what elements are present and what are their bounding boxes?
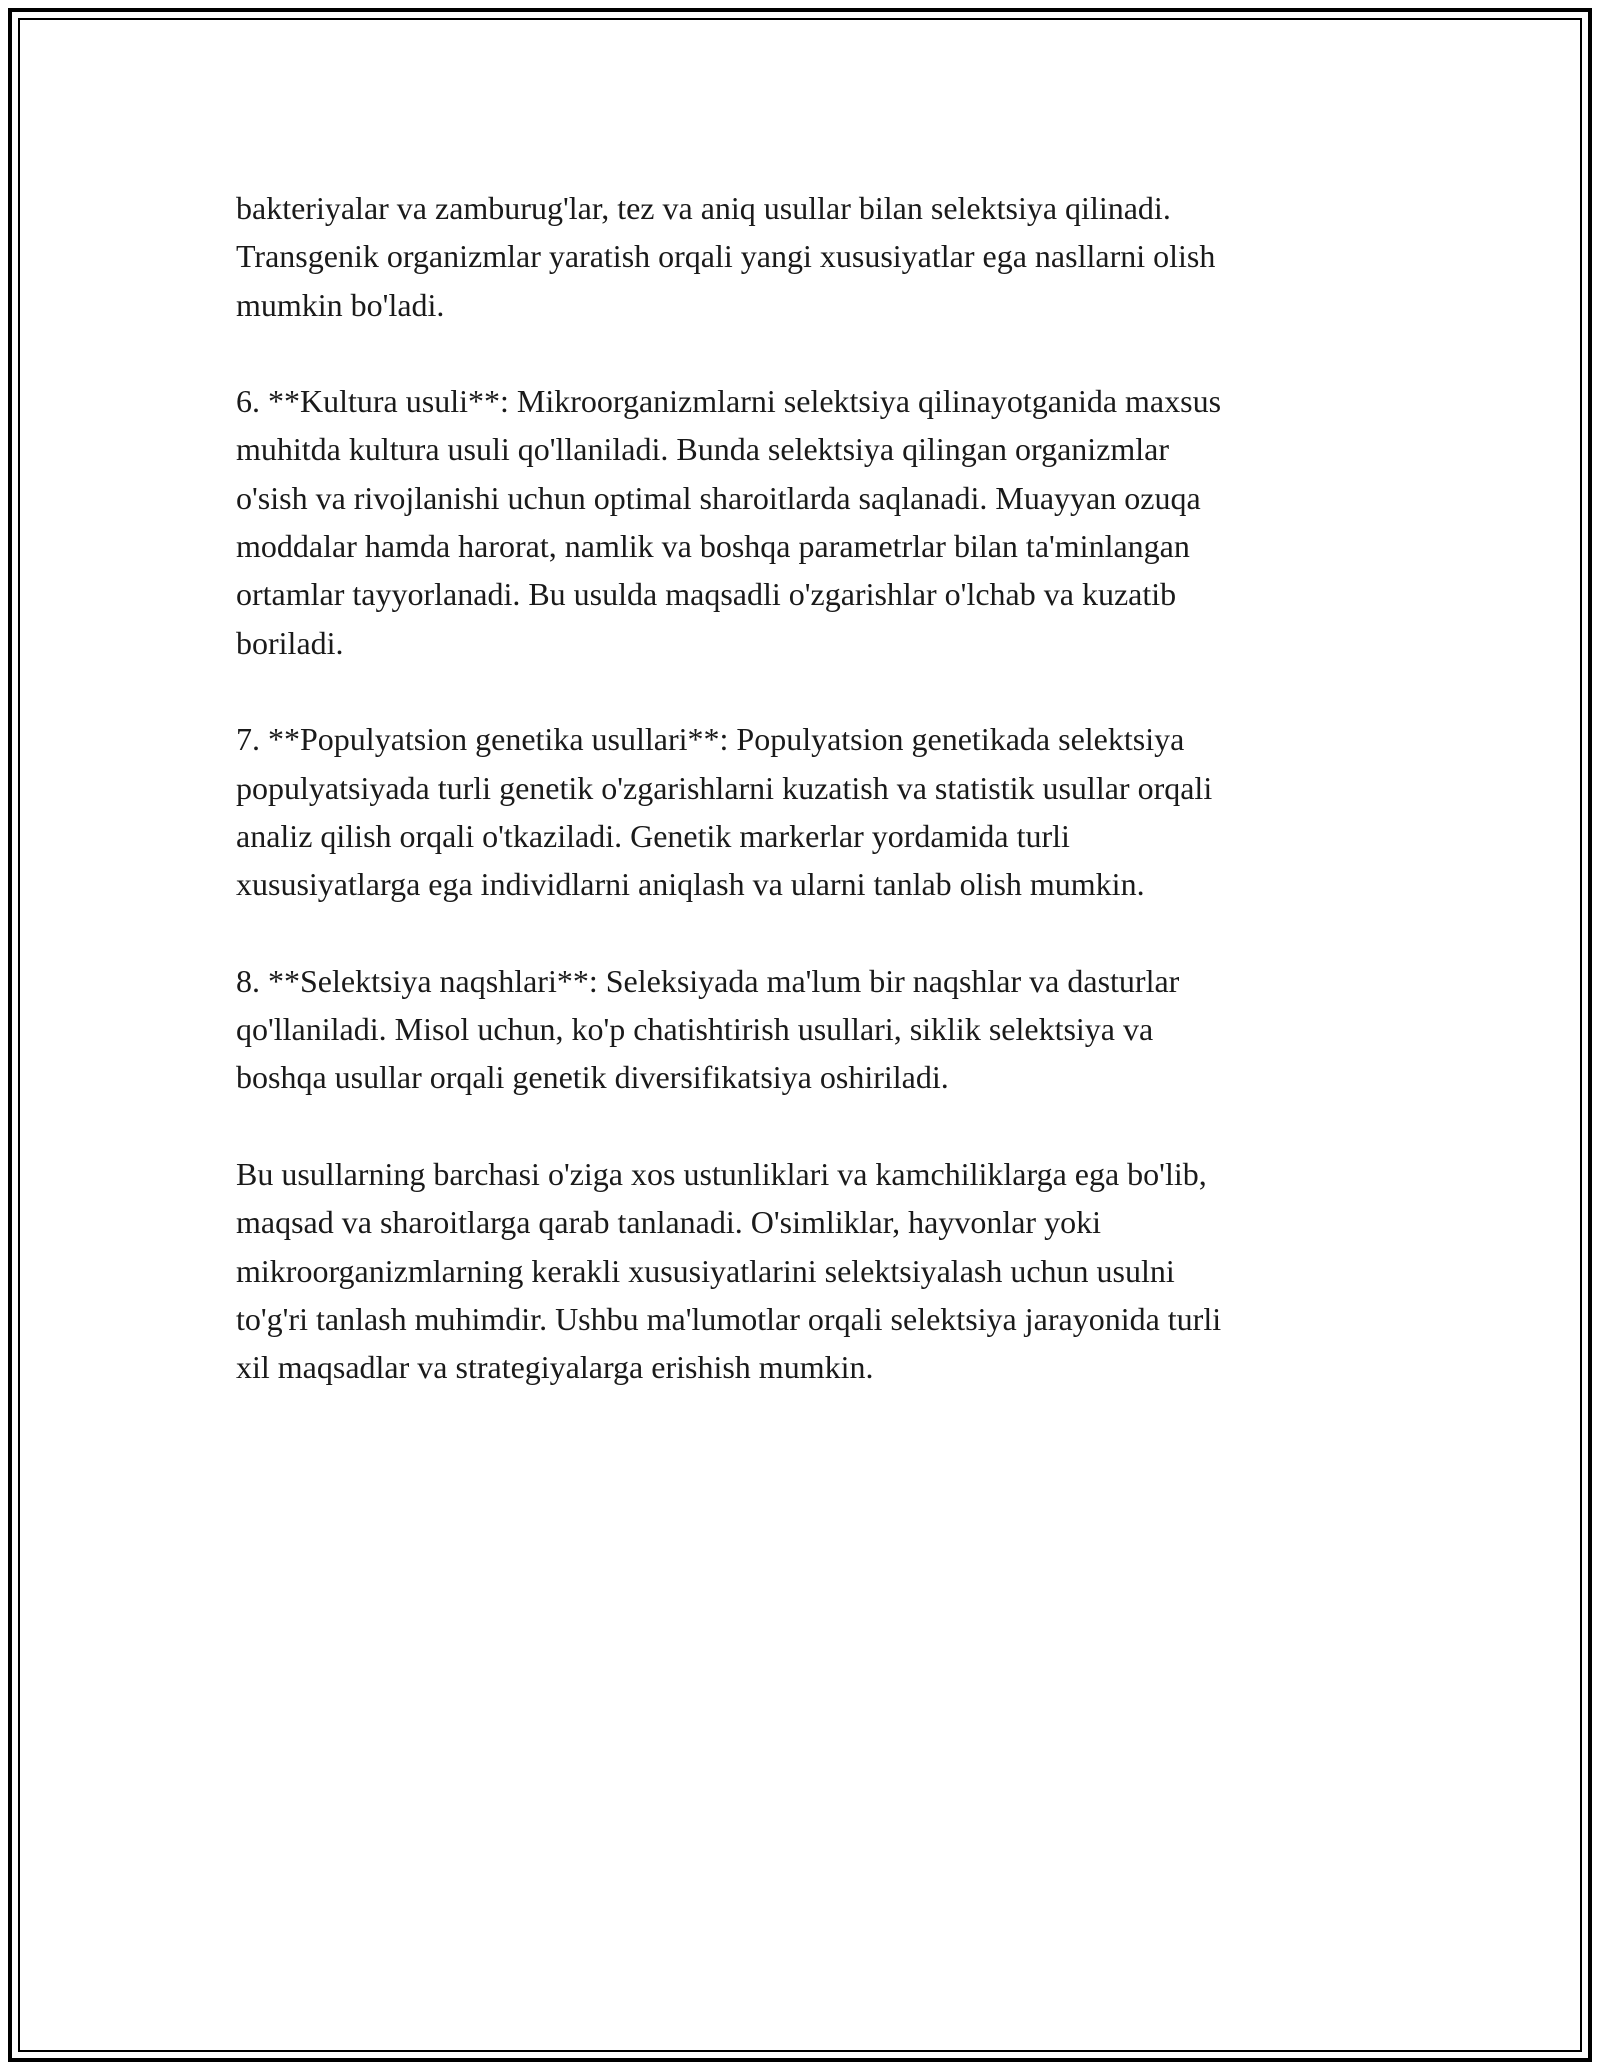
text-line: qo'llaniladi. Misol uchun, ko'p chatishtirish usullari, siklik selektsiya va [236,1011,1154,1048]
paragraph-continuation [236,184,1376,329]
paragraph-conclusion [236,1150,1376,1391]
paragraph-kultura-usuli [236,377,1376,667]
text-line: bakteriyalar va zamburug'lar, tez va aniq usullar bilan selektsiya qilinadi. [236,190,1171,226]
text-line: 8. **Selektsiya naqshlari**: Seleksiyada ma'lum bir naqshlar va dasturlar [236,962,1180,999]
text-line: ortamlar tayyorlanadi. Bu usulda maqsadli o'zgarishlar o'lchab va kuzatib [236,576,1177,613]
text-line: 7. **Populyatsion genetika usullari**: Populyatsion genetikada selektsiya [236,721,1185,758]
text-line: moddalar hamda harorat, namlik va boshqa parametrlar bilan ta'minlangan [236,528,1190,565]
text-line: mumkin bo'ladi. [236,286,445,323]
text-line: o'sish va rivojlanishi uchun optimal sharoitlarda saqlanadi. Muayyan ozuqa [236,479,1201,516]
text-line: Transgenik organizmlar yaratish orqali yangi xususiyatlar ega nasllarni olish [236,238,1216,275]
text-line: Bu usullarning barchasi o'ziga xos ustunliklari va kamchiliklarga ega bo'lib, [236,1155,1207,1192]
document-body [236,184,1376,1440]
text-line: muhitda kultura usuli qo'llaniladi. Bunda selektsiya qilingan organizmlar [236,431,1169,468]
text-line: to'g'ri tanlash muhimdir. Ushbu ma'lumotlar orqali selektsiya jarayonida turli [236,1300,1222,1337]
text-line: populyatsiyada turli genetik o'zgarishlarni kuzatish va statistik usullar orqali [236,769,1213,806]
text-line: 6. **Kultura usuli**: Mikroorganizmlarni selektsiya qilinayotganida maxsus [236,383,1222,420]
text-line: xususiyatlarga ega individlarni aniqlash va ularni tanlab olish mumkin. [236,866,1145,903]
text-line: analiz qilish orqali o'tkaziladi. Genetik markerlar yordamida turli [236,817,1070,854]
paragraph-populyatsion-genetika [236,715,1376,908]
text-line: maqsad va sharoitlarga qarab tanlanadi. O'simliklar, hayvonlar yoki [236,1204,1101,1241]
text-line: mikroorganizmlarning kerakli xususiyatlarini selektsiyalash uchun usulni [236,1252,1175,1289]
paragraph-selektsiya-naqshlari [236,957,1376,1102]
text-line: boshqa usullar orqali genetik diversifikatsiya oshiriladi. [236,1059,949,1096]
text-line: xil maqsadlar va strategiyalarga erishish mumkin. [236,1349,874,1386]
text-line: boriladi. [236,624,344,661]
